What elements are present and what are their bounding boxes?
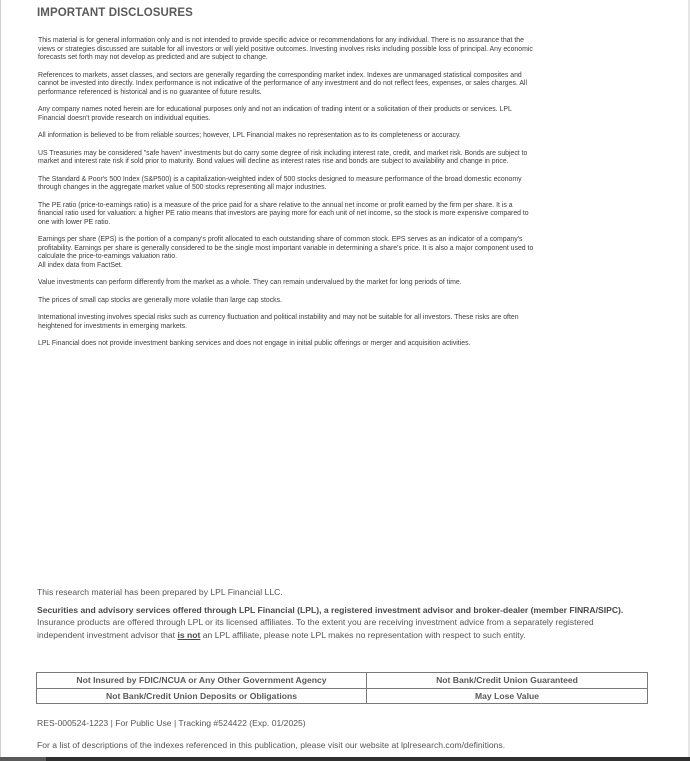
disclosure-line: views or strategies discussed are suitable for all investors or will yield positive outcomes. Investing involves risks including possible loss of principal. Any economic [38, 45, 533, 53]
disclosure-line: performance referenced is historical and is no guarantee of future results. [38, 88, 262, 96]
disclosure-line: heightened for investments in emerging markets. [38, 322, 187, 330]
disclosure-paragraph [38, 202, 648, 228]
disclosure-paragraph [38, 132, 648, 141]
index-definitions-note: For a list of descriptions of the indexes referenced in this publication, please visit our website at lplresearch.com/definitions. [37, 740, 506, 750]
disclosure-line: LPL Financial does not provide investment banking services and does not engage in initial public offerings or merger and acquisition activities. [38, 340, 471, 347]
disclosure-paragraph [38, 279, 648, 288]
disclosure-line: International investing involves special risks such as currency fluctuation and political instability and may not be suitable for all investors. These risks are often [38, 314, 519, 321]
disclosure-line: market and interest rate risk if sold prior to maturity. Bond values will decline as interest rates rise and bonds are subject to availability and change in price. [38, 158, 509, 165]
services-text: Insurance products are offered through LPL or its licensed affiliates. To the extent you are receiving investment advice from a separately registered independent investment advisor that [37, 617, 594, 640]
disclosure-line: Value investments can perform differently from the market as a whole. They can remain undervalued by the market for long periods of time. [38, 279, 462, 286]
services-statement [37, 604, 637, 641]
table-cell: Not Bank/Credit Union Guaranteed [367, 673, 648, 689]
disclosure-line: The Standard & Poor's 500 Index (S&P500) is a capitalization-weighted index of 500 stocks designed to measure performance of the broad domestic economy [38, 175, 522, 183]
page-title: IMPORTANT DISCLOSURES [37, 7, 193, 19]
disclosure-line: References to markets, asset classes, and sectors are generally regarding the corresponding market index. Indexes are unmanaged statistical composites and [38, 71, 522, 79]
disclosure-line: financial ratio used for valuation: a higher PE ratio means that investors are paying more for each unit of net income, so the stock is more expensive compared to [38, 210, 529, 217]
table-row [37, 688, 648, 704]
page-left-border [0, 0, 1, 761]
disclosure-paragraph [38, 150, 648, 167]
disclosure-paragraph [38, 314, 648, 331]
disclosure-line: Earnings per share (EPS) is the portion of a company's profit allocated to each outstanding share of common stock. EPS serves as an indicator of a company's [38, 236, 523, 243]
table-row [37, 673, 648, 689]
bottom-scrollbar[interactable] [0, 757, 690, 761]
disclosure-paragraph [38, 72, 648, 98]
scrollbar-thumb[interactable] [0, 757, 46, 761]
disclosure-line: US Treasuries may be considered "safe haven" investments but do carry some degree of risk including interest rate, credit, and market risk. Bonds are subject to [38, 149, 528, 157]
disclosure-line: profitability. Earnings per share is generally considered to be the single most important variable in determining a share's price. It is also a major component used to [38, 244, 534, 252]
investor-notice-table [36, 672, 648, 704]
disclosure-line: cannot be invested into directly. Index performance is not indicative of the performance of any investment and do not reflect fees, expenses, or sales charges. All [38, 80, 527, 87]
table-cell: May Lose Value [367, 688, 648, 704]
disclosure-line: calculate the price-to-earnings valuation ratio. [38, 253, 178, 260]
disclosure-line: The PE ratio (price-to-earnings ratio) is a measure of the price paid for a share relative to the annual net income or profit earned by the firm per share. It is a [38, 201, 513, 209]
services-emphasis: is not [177, 629, 201, 640]
services-text: an LPL affiliate, please note LPL makes no representation with respect to such entity. [200, 629, 526, 640]
disclosure-paragraph [38, 176, 648, 193]
disclosure-line: forecasts set forth may not develop as predicted and are subject to change. [38, 54, 268, 61]
disclosure-paragraph [38, 297, 648, 306]
disclosure-line: Financial doesn't provide research on individual equities. [38, 114, 211, 122]
disclosure-line: This material is for general information only and is not intended to provide specific advice or recommendations for any individual. There is no assurance that the [38, 37, 524, 44]
table-cell: Not Bank/Credit Union Deposits or Obligations [37, 688, 367, 704]
disclosure-line: through changes in the aggregate market value of 500 stocks representing all major industries. [38, 184, 327, 191]
disclosure-line: Any company names noted herein are for educational purposes only and not an indication of trading intent or a solicitation of their products or services. LPL [38, 106, 512, 113]
disclosure-line: The prices of small cap stocks are generally more volatile than large cap stocks. [38, 296, 282, 304]
services-bold-lead: Securities and advisory services offered through LPL Financial (LPL), a registered investment advisor and broker-dealer (member FINRA/SIPC). [37, 605, 624, 615]
disclosure-paragraph [38, 37, 648, 63]
prepared-by-note: This research material has been prepared by LPL Financial LLC. [37, 587, 283, 597]
disclosure-paragraph [38, 106, 648, 123]
disclosure-paragraph [38, 236, 648, 270]
table-cell: Not Insured by FDIC/NCUA or Any Other Government Agency [37, 673, 367, 689]
disclosure-line: All index data from FactSet. [38, 261, 123, 269]
disclosure-line: All information is believed to be from reliable sources; however, LPL Financial makes no representation as to its completeness or accuracy. [38, 132, 461, 139]
tracking-code: RES-000524-1223 | For Public Use | Tracking #524422 (Exp. 01/2025) [37, 718, 306, 728]
disclosures-body [38, 37, 648, 358]
disclosure-paragraph [38, 340, 648, 349]
disclosure-line: one with lower PE ratio. [38, 218, 111, 226]
